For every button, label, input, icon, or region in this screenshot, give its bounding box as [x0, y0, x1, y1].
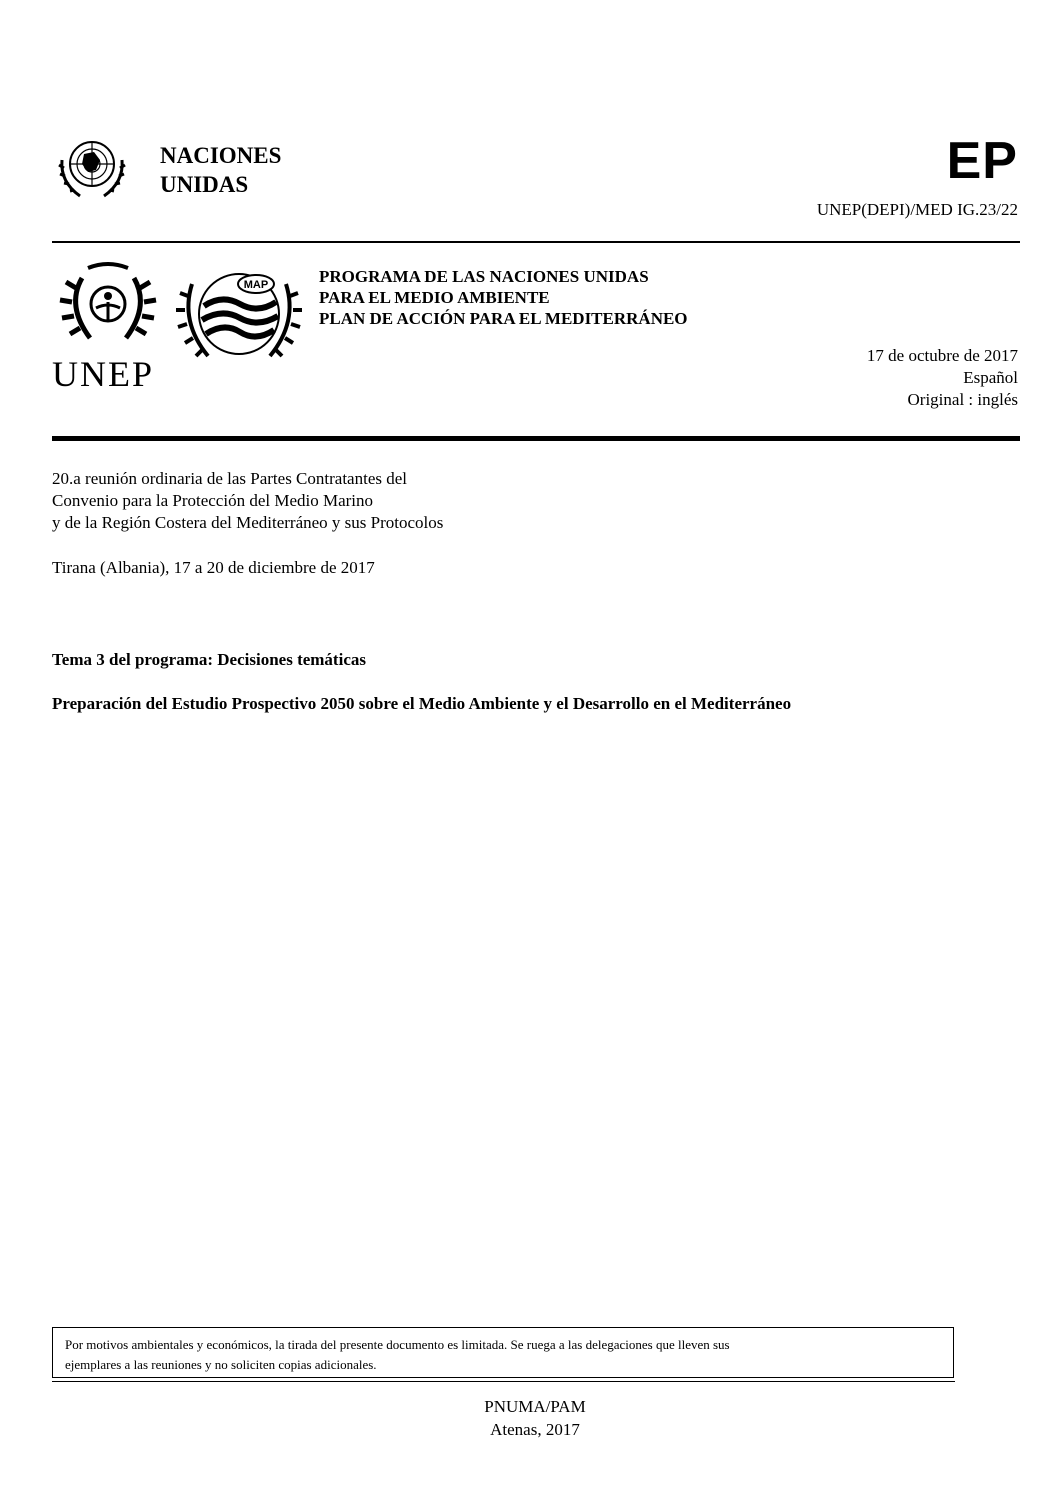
- meeting-line2: Convenio para la Protección del Medio Marino: [52, 491, 374, 510]
- meeting-line3: y de la Región Costera del Mediterráneo y sus Protocolos: [52, 513, 444, 532]
- distribution-notice: [52, 1327, 954, 1378]
- header-divider: [52, 241, 1020, 243]
- document-title: Preparación del Estudio Prospectivo 2050 sobre el Medio Ambiente y el Desarrollo en el Mediterráneo: [52, 694, 792, 713]
- programme-name: [319, 266, 688, 329]
- programme-line1: PROGRAMA DE LAS NACIONES UNIDAS: [319, 267, 649, 286]
- agenda-item: Tema 3 del programa: Decisiones temáticas: [52, 650, 366, 669]
- programme-line3: PLAN DE ACCIÓN PARA EL MEDITERRÁNEO: [319, 309, 688, 328]
- document-language: Español: [963, 368, 1018, 387]
- unep-wordmark: UNEP: [52, 354, 155, 394]
- meeting-description: [52, 468, 443, 534]
- notice-line1: Por motivos ambientales y económicos, la tirada del presente documento es limitada. Se ruega a las delegaciones que lleven sus: [65, 1337, 730, 1352]
- unep-emblem-icon: [52, 258, 164, 358]
- meeting-line1: 20.a reunión ordinaria de las Partes Contratantes del: [52, 469, 407, 488]
- programme-line2: PARA EL MEDIO AMBIENTE: [319, 288, 550, 307]
- notice-underline: [52, 1381, 955, 1382]
- footer-publisher: PNUMA/PAM: [484, 1397, 586, 1416]
- distribution-badge: EP: [946, 132, 1018, 190]
- footer-place-year: Atenas, 2017: [490, 1420, 580, 1439]
- document-symbol: UNEP(DEPI)/MED IG.23/22: [816, 200, 1018, 219]
- meeting-venue: Tirana (Albania), 17 a 20 de diciembre de 2017: [52, 558, 375, 577]
- footer: [0, 1395, 1056, 1441]
- org-name: [160, 141, 281, 199]
- un-emblem-icon: [56, 130, 128, 202]
- org-name-line1: NACIONES: [160, 143, 282, 168]
- map-emblem-label: MAP: [243, 279, 269, 291]
- meta-divider: [52, 436, 1020, 441]
- org-name-line2: UNIDAS: [160, 172, 249, 197]
- document-original-language: Original : inglés: [907, 390, 1018, 409]
- notice-line2: ejemplares a las reuniones y no soliciten copias adicionales.: [65, 1357, 377, 1372]
- document-date: 17 de octubre de 2017: [866, 346, 1018, 365]
- map-emblem-icon: [174, 256, 304, 386]
- document-meta: [867, 345, 1018, 411]
